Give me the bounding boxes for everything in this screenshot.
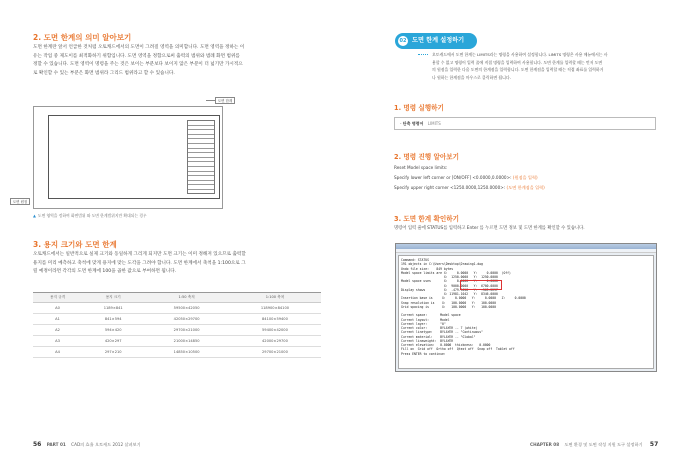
dash: -	[400, 121, 403, 126]
console-line: Current layout: Model	[401, 317, 450, 322]
autocad-text-window-screenshot	[395, 243, 657, 372]
console-line: Current color: BYLAYER -- 7 (white)	[401, 326, 478, 330]
step-heading-run: 1. 명령 실행하기	[394, 104, 444, 112]
table-cell: A0	[33, 303, 82, 314]
table-header: 용지 크기	[82, 293, 144, 303]
prompt-hint: (원점을 입력)	[512, 175, 538, 180]
table-header: 1:50 축척	[144, 293, 229, 303]
table-cell: 42000×29700	[229, 336, 321, 347]
table-cell: A2	[33, 325, 82, 336]
table-cell: 14850×10500	[144, 347, 229, 358]
table-cell: 59400×42000	[229, 325, 321, 336]
table-cell: A1	[33, 314, 82, 325]
prompt-text: Specify lower left corner or [ON/OFF] <0.0000,0.0000>:	[394, 175, 513, 180]
console-line: Insertion base is X: 0.0000 Y: 0.0000 Z: 0.0000	[401, 296, 526, 301]
text-line: 의 원점을 입력한 다음 도면의 한계점을 입력합니다. 도면 한계점을 입력할 때는 직접 좌표를 입력하거	[432, 67, 604, 72]
text-line: 오토캐드에서는 일반적으로 실제 크기와 동일하게 그리게 되지만 도면 크기는 이미 정해져 있으므로 출력할	[33, 252, 246, 257]
console-line: Current space: Model space	[401, 313, 461, 318]
table-cell: 59500×42050	[144, 303, 229, 314]
table-cell: 29700×21000	[144, 325, 229, 336]
console-line: Snap resolution is X: 100.0000 Y: 100.0000	[401, 300, 496, 305]
title-block	[187, 120, 215, 194]
limits-highlight-box	[460, 280, 502, 290]
table-cell: 594×420	[82, 325, 144, 336]
part-title: CAD의 효율 오토캐드 2012 살펴보기	[71, 442, 141, 447]
table-header: 1:100 축척	[229, 293, 321, 303]
table-row	[33, 347, 321, 358]
console-line: X: 11981.1042 Y: 8346.0000	[401, 292, 498, 296]
text-line: 용할 수 없고 명령어 입력 줄에 직접 명령을 입력하여 사용합니다. 도면 한계를 입력할 때는 먼저 도면	[432, 59, 603, 65]
table-cell: 1189×841	[82, 303, 144, 314]
part-label: PART 01	[46, 442, 66, 447]
prompt-text: Reset Model space limits:	[394, 165, 448, 170]
prompt-line-1	[394, 165, 447, 170]
text-line: 나 원하는 한계점을 마우스로 클릭하면 됩니다.	[432, 74, 511, 80]
console-line: Current elevation: 0.0000 thickness: 0.0000	[401, 343, 491, 347]
console-line: X: 1250.0000 Y: 1250.0000	[401, 275, 498, 279]
text-line: 정할 수 있습니다. 도면 영역이 명령을 주는 것은 보이는 부분보다 보이지 않은 부분이 더 넓기만 가시적으	[33, 62, 243, 68]
console-line: Fill on Grid off Ortho off Qtext off Snap off Tablet off	[401, 347, 515, 352]
drawing-limits-figure	[33, 106, 223, 209]
console-line: Press ENTER to continue:	[401, 351, 446, 356]
console-line: X: 9000.0000 Y: 6700.0000	[401, 283, 498, 288]
right-footer	[530, 441, 658, 448]
section-heading-limits-meaning: 2. 도면 한계의 의미 알아보기	[33, 33, 132, 42]
section-heading-paper-size: 3. 용지 크기와 도면 한계	[33, 240, 117, 249]
text-line: 용지를 미리 예측하고 축척에 맞게 용지에 맞는 도각을 그려야 합니다. 도면 한계에서 축척을 1:100으로 그	[33, 260, 246, 266]
table-row	[33, 325, 321, 336]
caption-text: 도면 영역을 정하여 화면범위 와 도면 한계범위지만 확대되는 경우	[37, 213, 147, 218]
console-line: Display shows X: -479.9658 Y: -509.2297	[401, 287, 498, 292]
text-line: 릴 예정이라면 각각의 도면 한계에 100을 곱한 값으로 부여하면 됩니다.	[33, 269, 177, 275]
text-line: 유는 작업 중 제도이를 최적화하기 위함입니다. 도면 영역을 정함으로써 출력의 범위와 범례 화면 범위를	[33, 53, 240, 59]
console-line: Current material: BYLAYER -- "Global"	[401, 334, 476, 339]
step-heading-check: 3. 도면 한계 확인하기	[394, 215, 459, 223]
table-row	[33, 314, 321, 325]
table-cell: 42050×29700	[144, 314, 229, 325]
paper-size-paragraph	[33, 251, 323, 277]
window-menubar	[396, 249, 656, 253]
table-cell: 297×210	[82, 347, 144, 358]
console-line: Current lineweight: BYLAYER	[401, 338, 454, 343]
paper-size-table	[33, 292, 321, 358]
prompt-line-3	[394, 185, 545, 191]
console-line: Current linetype: BYLAYER -- "Continuous"	[401, 330, 483, 335]
console-line: Undo file size: 849 bytes	[401, 266, 454, 271]
drawing-border	[48, 115, 220, 199]
text-line: 도면 한계란 앞서 언급한 것처럼 오토캐드에서의 도면이 그려질 영역을 의미합니다. 도면 영역을 정하는 이	[33, 45, 245, 50]
console-line: Grid spacing is X: 100.0000 Y: 100.0000	[401, 304, 496, 309]
table-cell: A3	[33, 336, 82, 347]
prompt-text: Specify upper right corner <1250.0000,1250.0000>:	[394, 185, 507, 190]
banner-number: 02	[399, 38, 407, 44]
intro-paragraph	[432, 51, 660, 81]
prompt-line-2	[394, 175, 538, 181]
check-paragraph: 명령어 입력 줄에 STATUS를 입력하고 Enter 를 누르면 도면 정보 및 도면 한계를 확인할 수 있습니다.	[394, 226, 585, 231]
command-history	[398, 255, 654, 369]
table-row	[33, 336, 321, 347]
page-number: 57	[649, 441, 659, 448]
shortcut-label: 단축 명령어	[402, 121, 424, 126]
limits-meaning-paragraph	[33, 44, 323, 78]
shortcut-command-box	[394, 117, 656, 130]
triangle-icon: ▲	[33, 213, 36, 218]
limits-label: 도면 한계	[215, 97, 235, 104]
table-cell: 841×594	[82, 314, 144, 325]
table-row	[33, 303, 321, 314]
figure-caption	[33, 213, 147, 219]
console-line: Command: STATUS	[401, 258, 429, 262]
dotted-leader	[418, 54, 428, 55]
section-banner	[395, 33, 477, 49]
shortcut-value: LIMITS	[427, 121, 441, 126]
left-footer	[33, 441, 141, 448]
console-line: Current layer: "0"	[401, 321, 446, 326]
page-number: 56	[33, 441, 42, 448]
step-heading-progress: 2. 명령 진행 알아보기	[394, 153, 459, 161]
table-cell: 420×297	[82, 336, 144, 347]
chapter-label: CHAPTER 08	[530, 442, 560, 447]
text-line: 로 확인할 수 있는 부분은 화면 범위라 그리드 범위라고 할 수 있습니다.	[33, 70, 175, 76]
console-line: Model space uses X: 0.0000 Y: 0.0000	[401, 279, 498, 284]
prompt-hint: (도면 한계점을 입력)	[506, 185, 545, 190]
console-line: 191 objects in C:\Users\Desktop\Drawing1.dwg	[401, 262, 483, 267]
table-cell: 118900×84100	[229, 303, 321, 314]
text-line: 오토캐드에서 도면 한계는 LIMITS라는 명령을 사용하여 설정합니다. LIMITS 명령은 사용 메뉴에서는 사	[432, 52, 608, 57]
table-cell: 84100×59400	[229, 314, 321, 325]
table-header: 용지 규격	[33, 293, 82, 303]
table-cell: A4	[33, 347, 82, 358]
table-cell: 29700×21000	[229, 347, 321, 358]
console-line: Model space limits are X: 0.0000 Y: 0.0000 (Off)	[401, 270, 511, 275]
chapter-title: 도면 환경 및 도면 작성 지원 도구 설정하기	[564, 442, 643, 447]
origin-label: 도면 원점	[10, 198, 30, 205]
table-cell: 21000×14850	[144, 336, 229, 347]
banner-title: 도면 한계 설정하기	[412, 37, 465, 44]
